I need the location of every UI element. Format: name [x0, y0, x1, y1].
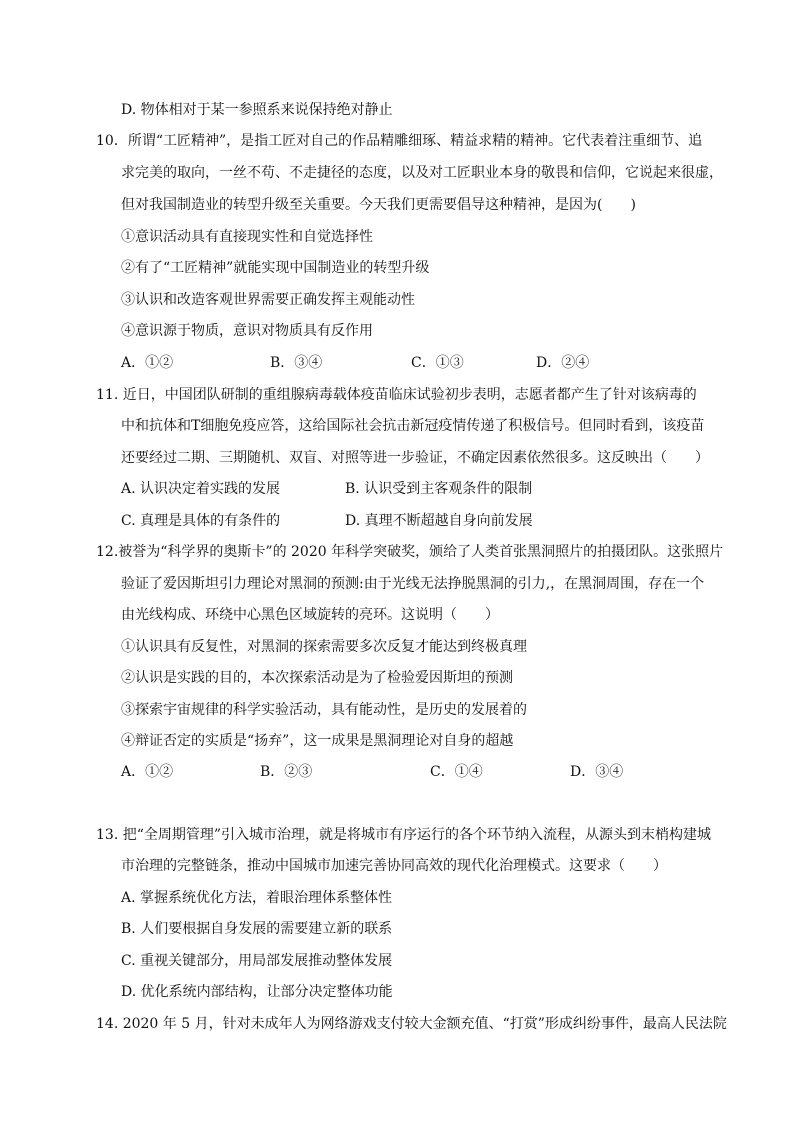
q11-stem-line-1: 11. 近日，中国团队研制的重组腺病毒载体疫苗临床试验初步表明，志愿者都产生了针对该病毒的: [96, 387, 697, 403]
q10-item-2: ②有了“工匠精神”就能实现中国制造业的转型升级: [121, 260, 430, 276]
q13-choice-b: B. 人们要根据自身发展的需要建立新的联系: [121, 921, 393, 937]
q12-item-1: ①认识具有反复性，对黑洞的探索需要多次反复才能达到终极真理: [121, 639, 527, 655]
q13-stem-line-2: 市治理的完整链条，推动中国城市加速完善协同高效的现代化治理模式。这要求（ ）: [121, 858, 667, 874]
q10-choice-a: A．①②: [121, 355, 174, 371]
q10-stem-line-1: 10．所谓“工匠精神”，是指工匠对自己的作品精雕细琢、精益求精的精神。它代表着注重细节、追: [96, 133, 703, 149]
q10-item-1: ①意识活动具有直接现实性和自觉选择性: [121, 229, 373, 245]
q10-stem-line-3: 但对我国制造业的转型升级至关重要。今天我们更需要倡导这种精神，是因为( ): [121, 197, 636, 213]
q11-choice-a: A. 认识决定着实践的发展: [121, 481, 281, 497]
q12-choice-d: D．③④: [570, 764, 624, 780]
q10-item-3: ③认识和改造客观世界需要正确发挥主观能动性: [121, 292, 415, 308]
q10-stem-line-2: 求完美的取向，一丝不苟、不走捷径的态度，以及对工匠职业本身的敬畏和信仰，它说起来很虚，: [121, 165, 723, 181]
q10-choice-b: B．③④: [270, 355, 323, 371]
q12-stem-line-2: 验证了爱因斯坦引力理论对黑洞的预测:由于光线无法挣脱黑洞的引力,，在黑洞周围，存在一个: [121, 576, 705, 592]
q13-stem-line-1: 13. 把“全周期管理”引入城市治理，就是将城市有序运行的各个环节纳入流程，从源头到末梢构建城: [96, 827, 712, 843]
q9-option-d: D. 物体相对于某一参照系来说保持绝对静止: [121, 102, 393, 118]
q12-item-3: ③探索宇宙规律的科学实验活动，具有能动性，是历史的发展着的: [121, 702, 527, 718]
q12-choice-c: C．①④: [430, 764, 483, 780]
q11-choice-d: D. 真理不断超越自身向前发展: [345, 513, 533, 529]
q12-choice-a: A．①②: [121, 764, 174, 780]
q12-item-2: ②认识是实践的目的，本次探索活动是为了检验爱因斯坦的预测: [121, 670, 513, 686]
q12-stem-line-1: 12.被誉为“科学界的奥斯卡”的 2020 年科学突破奖，颁给了人类首张黑洞照片的拍摄团队。这张照片: [96, 544, 724, 560]
q13-choice-a: A. 掌握系统优化方法，着眼治理体系整体性: [121, 890, 393, 906]
q13-choice-c: C. 重视关键部分，用局部发展推动整体发展: [121, 953, 393, 969]
q12-item-4: ④辩证否定的实质是“扬弃”，这一成果是黑洞理论对自身的超越: [121, 733, 514, 749]
q11-choice-b: B. 认识受到主客观条件的限制: [345, 481, 533, 497]
q14-stem-line-1: 14. 2020 年 5 月，针对未成年人为网络游戏支付较大金额充值、“打赏”形成纠纷事件，最高人民法院: [96, 1016, 727, 1032]
q10-choice-d: D．②④: [536, 355, 590, 371]
q11-stem-line-2: 中和抗体和T细胞免疫应答，这给国际社会抗击新冠疫情传递了积极信号。但同时看到，该疫苗: [121, 418, 705, 434]
q11-stem-line-3: 还要经过二期、三期随机、双盲、对照等进一步验证，不确定因素依然很多。这反映出（ ）: [121, 450, 709, 466]
q11-choice-c: C. 真理是具体的有条件的: [121, 513, 281, 529]
q12-choice-b: B．②③: [260, 764, 313, 780]
q10-item-4: ④意识源于物质，意识对物质具有反作用: [121, 323, 373, 339]
q12-stem-line-3: 由光线构成、环绕中心黑色区域旋转的亮环。这说明（ ）: [121, 607, 499, 623]
q10-choice-c: C．①③: [411, 355, 464, 371]
q13-choice-d: D. 优化系统内部结构，让部分决定整体功能: [121, 984, 393, 1000]
